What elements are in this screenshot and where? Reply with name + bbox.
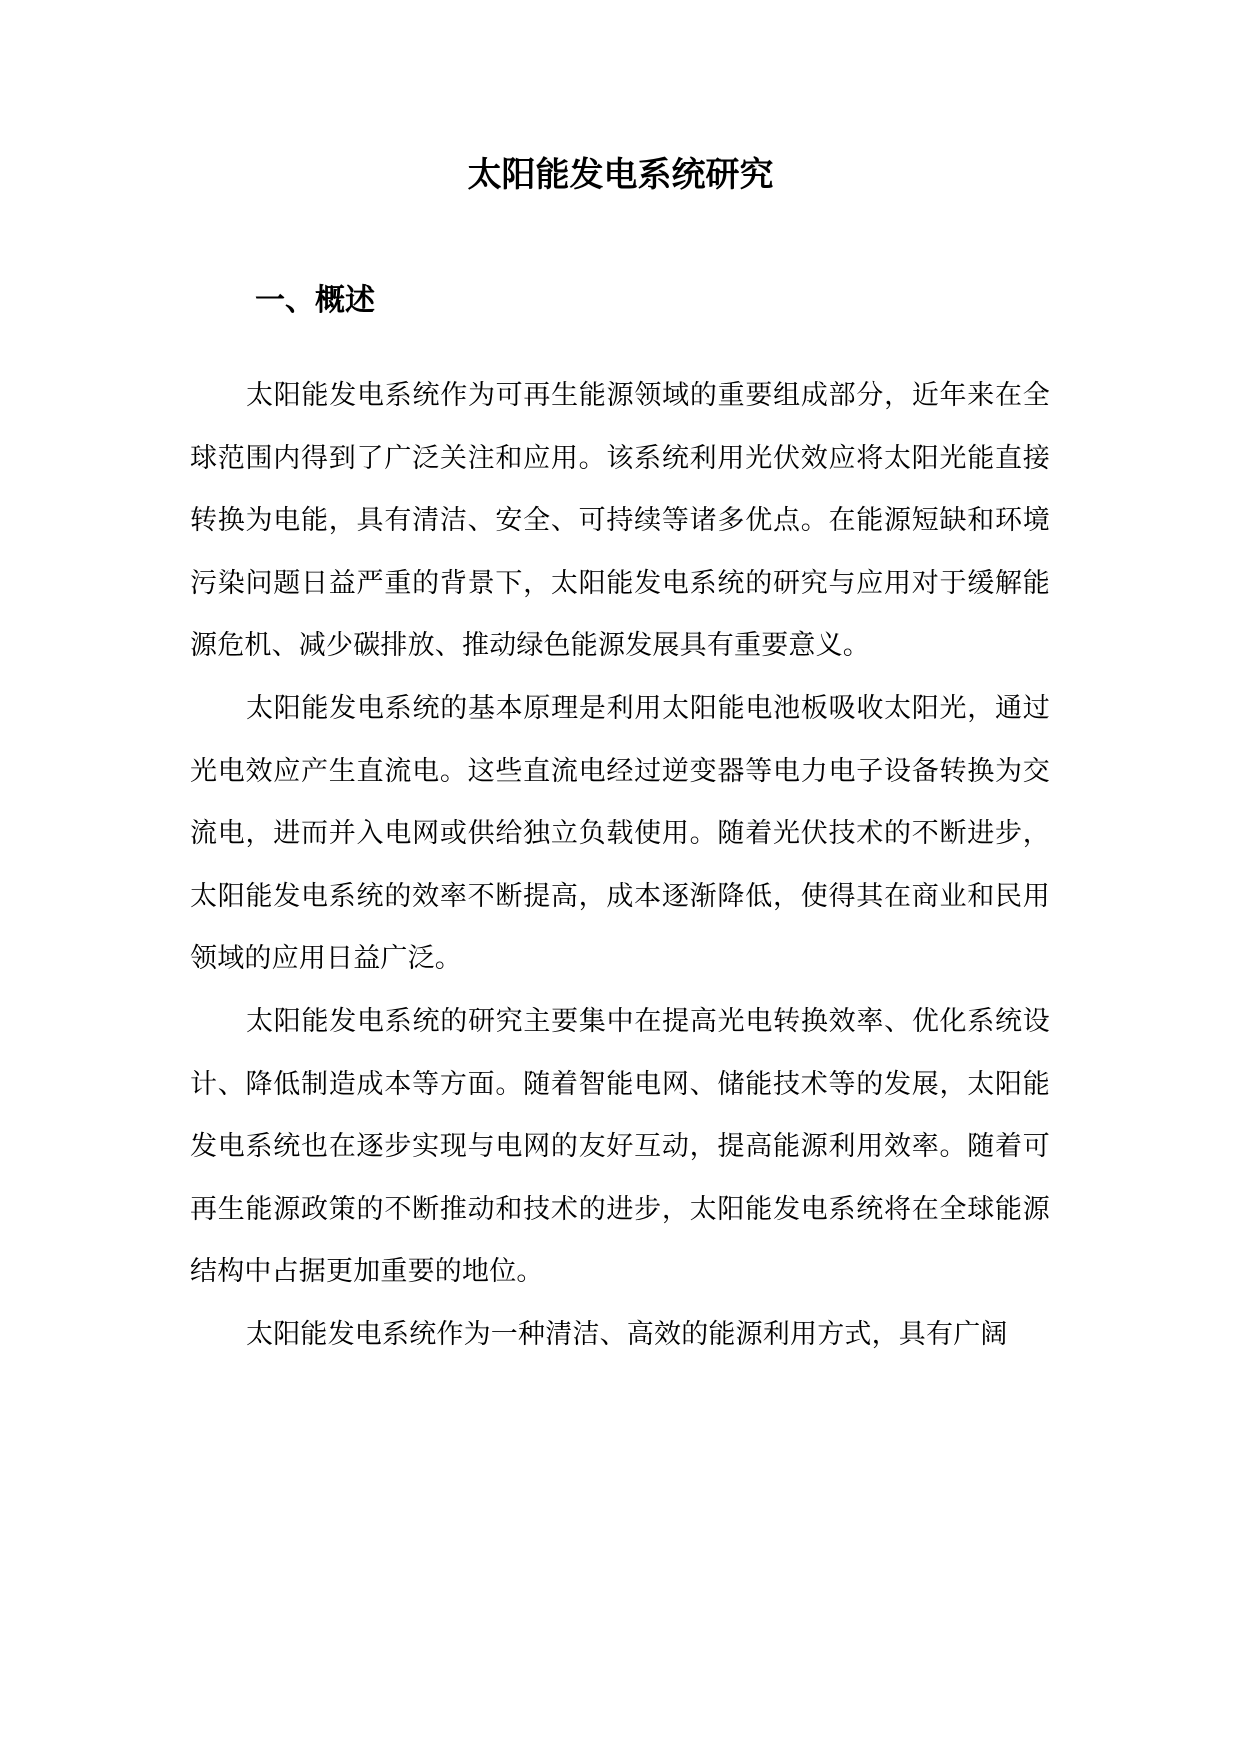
paragraph: 太阳能发电系统作为可再生能源领域的重要组成部分，近年来在全球范围内得到了广泛关注和应用。该系统利用光伏效应将太阳光能直接转换为电能，具有清洁、安全、可持续等诸多优点。在能源短缺和环境污染问题日益严重的背景下，太阳能发电系统的研究与应用对于缓解能源危机、减少碳排放、推动绿色能源发展具有重要意义。 — [190, 380, 1050, 662]
section-body — [190, 365, 1050, 1367]
paragraph: 太阳能发电系统的研究主要集中在提高光电转换效率、优化系统设计、降低制造成本等方面。随着智能电网、储能技术等的发展，太阳能发电系统也在逐步实现与电网的友好互动，提高能源利用效率。随着可再生能源政策的不断推动和技术的进步，太阳能发电系统将在全球能源结构中占据更加重要的地位。 — [190, 1005, 1050, 1288]
paragraph: 太阳能发电系统的基本原理是利用太阳能电池板吸收太阳光，通过光电效应产生直流电。这些直流电经过逆变器等电力电子设备转换为交流电，进而并入电网或供给独立负载使用。随着光伏技术的不断进步，太阳能发电系统的效率不断提高，成本逐渐降低，使得其在商业和民用领域的应用日益广泛。 — [190, 692, 1050, 975]
paragraph: 太阳能发电系统作为一种清洁、高效的能源利用方式，具有广阔 — [246, 1318, 1008, 1350]
document-title: 太阳能发电系统研究 — [467, 155, 774, 195]
section-heading-overview: 一、概述 — [255, 283, 375, 318]
